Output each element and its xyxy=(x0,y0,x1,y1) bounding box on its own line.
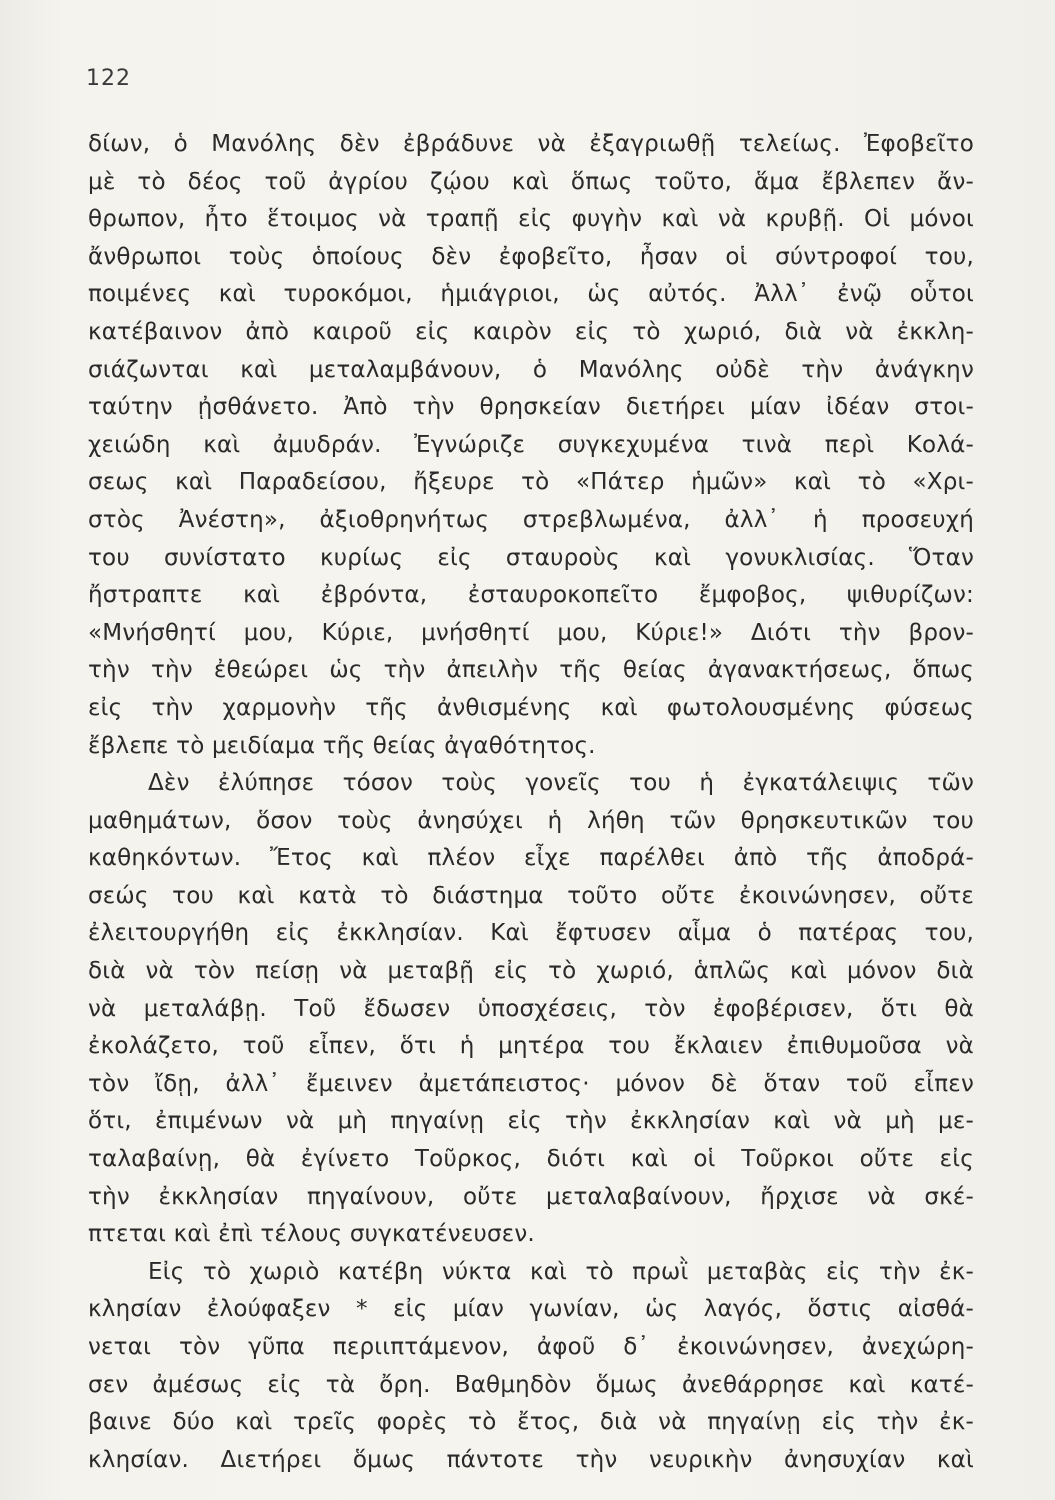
text-line: τὸν ἴδῃ, ἀλλ᾽ ἔμεινεν ἀμετάπειστος· μόνον δὲ ὅταν τοῦ εἶπεν xyxy=(88,1070,974,1097)
text-line: του συνίστατο κυρίως εἰς σταυροὺς καὶ γονυκλισίας. Ὅταν xyxy=(88,544,974,571)
text-line: καθηκόντων. Ἔτος καὶ πλέον εἶχε παρέλθει ἀπὸ τῆς ἀποδρά- xyxy=(88,845,974,872)
text-line: τὴν ἐκκλησίαν πηγαίνουν, οὔτε μεταλαβαίνουν, ἤρχισε νὰ σκέ- xyxy=(88,1183,974,1210)
text-line: σεώς του καὶ κατὰ τὸ διάστημα τοῦτο οὔτε ἐκοινώνησεν, οὔτε xyxy=(88,882,974,909)
paragraph-end-line: ἔβλεπε τὸ μειδίαμα τῆς θείας ἀγαθότητος. xyxy=(88,732,596,759)
text-line: ταλαβαίνῃ, θὰ ἐγίνετο Τοῦρκος, διότι καὶ οἱ Τοῦρκοι οὔτε εἰς xyxy=(88,1146,974,1173)
text-line: κατέβαινον ἀπὸ καιροῦ εἰς καιρὸν εἰς τὸ χωριό, διὰ νὰ ἐκκλη- xyxy=(88,318,974,345)
text-line: ἐκολάζετο, τοῦ εἶπεν, ὅτι ἡ μητέρα του ἔκλαιεν ἐπιθυμοῦσα νὰ xyxy=(88,1033,974,1060)
text-line: ποιμένες καὶ τυροκόμοι, ἡμιάγριοι, ὡς αὐτός. Ἀλλ᾽ ἐνῷ οὗτοι xyxy=(88,281,974,308)
text-line: νεται τὸν γῦπα περιιπτάμενον, ἀφοῦ δ᾽ ἐκοινώνησεν, ἀνεχώρη- xyxy=(88,1334,974,1360)
text-line: μὲ τὸ δέος τοῦ ἀγρίου ζῴου καὶ ὅπως τοῦτο, ἅμα ἔβλεπεν ἄν- xyxy=(88,168,974,195)
text-line: σιάζωνται καὶ μεταλαμβάνουν, ὁ Μανόλης οὐδὲ τὴν ἀνάγκην xyxy=(88,356,974,383)
text-line: ἐλειτουργήθη εἰς ἐκκλησίαν. Καὶ ἔφτυσεν αἷμα ὁ πατέρας του, xyxy=(88,920,974,947)
text-line: στὸς Ἀνέστη», ἀξιοθρηνήτως στρεβλωμένα, ἀλλ᾽ ἡ προσευχή xyxy=(88,506,974,533)
text-line: ἤστραπτε καὶ ἐβρόντα, ἐσταυροκοπεῖτο ἔμφοβος, ψιθυρίζων: xyxy=(88,582,974,609)
paragraph-start-line: Δὲν ἐλύπησε τόσον τοὺς γονεῖς του ἡ ἐγκατάλειψις τῶν xyxy=(148,770,974,797)
text-line: εἰς τὴν χαρμονὴν τῆς ἀνθισμένης καὶ φωτολουσμένης φύσεως xyxy=(88,694,974,721)
text-line: χειώδη καὶ ἀμυδράν. Ἐγνώριζε συγκεχυμένα τινὰ περὶ Κολά- xyxy=(88,431,974,458)
paragraph-end-line: πτεται καὶ ἐπὶ τέλους συγκατένευσεν. xyxy=(88,1221,535,1248)
paragraph-start-line: Εἰς τὸ χωριὸ κατέβη νύκτα καὶ τὸ πρωῒ μεταβὰς εἰς τὴν ἐκ- xyxy=(148,1258,974,1285)
text-line: θρωπον, ἦτο ἕτοιμος νὰ τραπῇ εἰς φυγὴν καὶ νὰ κρυβῇ. Οἱ μόνοι xyxy=(88,206,974,233)
text-line: σεν ἀμέσως εἰς τὰ ὄρη. Βαθμηδὸν ὅμως ἀνεθάρρησε καὶ κατέ- xyxy=(88,1371,974,1398)
text-line: δίων, ὁ Μανόλης δὲν ἐβράδυνε νὰ ἐξαγριωθῇ τελείως. Ἐφοβεῖτο xyxy=(88,131,974,157)
body-text xyxy=(88,126,974,1479)
text-line: τὴν τὴν ἐθεώρει ὡς τὴν ἀπειλὴν τῆς θείας ἀγανακτήσεως, ὅπως xyxy=(88,657,974,684)
text-line: βαινε δύο καὶ τρεῖς φορὲς τὸ ἔτος, διὰ νὰ πηγαίνῃ εἰς τὴν ἐκ- xyxy=(88,1409,974,1436)
text-line: ταύτην ᾐσθάνετο. Ἀπὸ τὴν θρησκείαν διετήρει μίαν ἰδέαν στοι- xyxy=(88,394,974,421)
text-line: σεως καὶ Παραδείσου, ἤξευρε τὸ «Πάτερ ἡμῶν» καὶ τὸ «Χρι- xyxy=(88,469,974,496)
text-line: «Μνήσθητί μου, Κύριε, μνήσθητί μου, Κύριε!» Διότι τὴν βρον- xyxy=(88,619,974,646)
text-line: μαθημάτων, ὅσον τοὺς ἀνησύχει ἡ λήθη τῶν θρησκευτικῶν του xyxy=(88,807,974,834)
text-line: διὰ νὰ τὸν πείσῃ νὰ μεταβῇ εἰς τὸ χωριό, ἁπλῶς καὶ μόνον διὰ xyxy=(88,958,974,985)
text-line: ὅτι, ἐπιμένων νὰ μὴ πηγαίνῃ εἰς τὴν ἐκκλησίαν καὶ νὰ μὴ με- xyxy=(88,1108,974,1135)
text-line: κλησίαν ἐλούφαξεν * εἰς μίαν γωνίαν, ὡς λαγός, ὅστις αἰσθά- xyxy=(88,1296,974,1323)
text-line: ἄνθρωποι τοὺς ὁποίους δὲν ἐφοβεῖτο, ἦσαν οἱ σύντροφοί του, xyxy=(88,243,974,270)
page-number: 122 xyxy=(86,66,131,91)
text-line: κλησίαν. Διετήρει ὅμως πάντοτε τὴν νευρικὴν ἀνησυχίαν καὶ xyxy=(88,1446,974,1473)
text-line: νὰ μεταλάβῃ. Τοῦ ἔδωσεν ὑποσχέσεις, τὸν ἐφοβέρισεν, ὅτι θὰ xyxy=(88,995,974,1022)
